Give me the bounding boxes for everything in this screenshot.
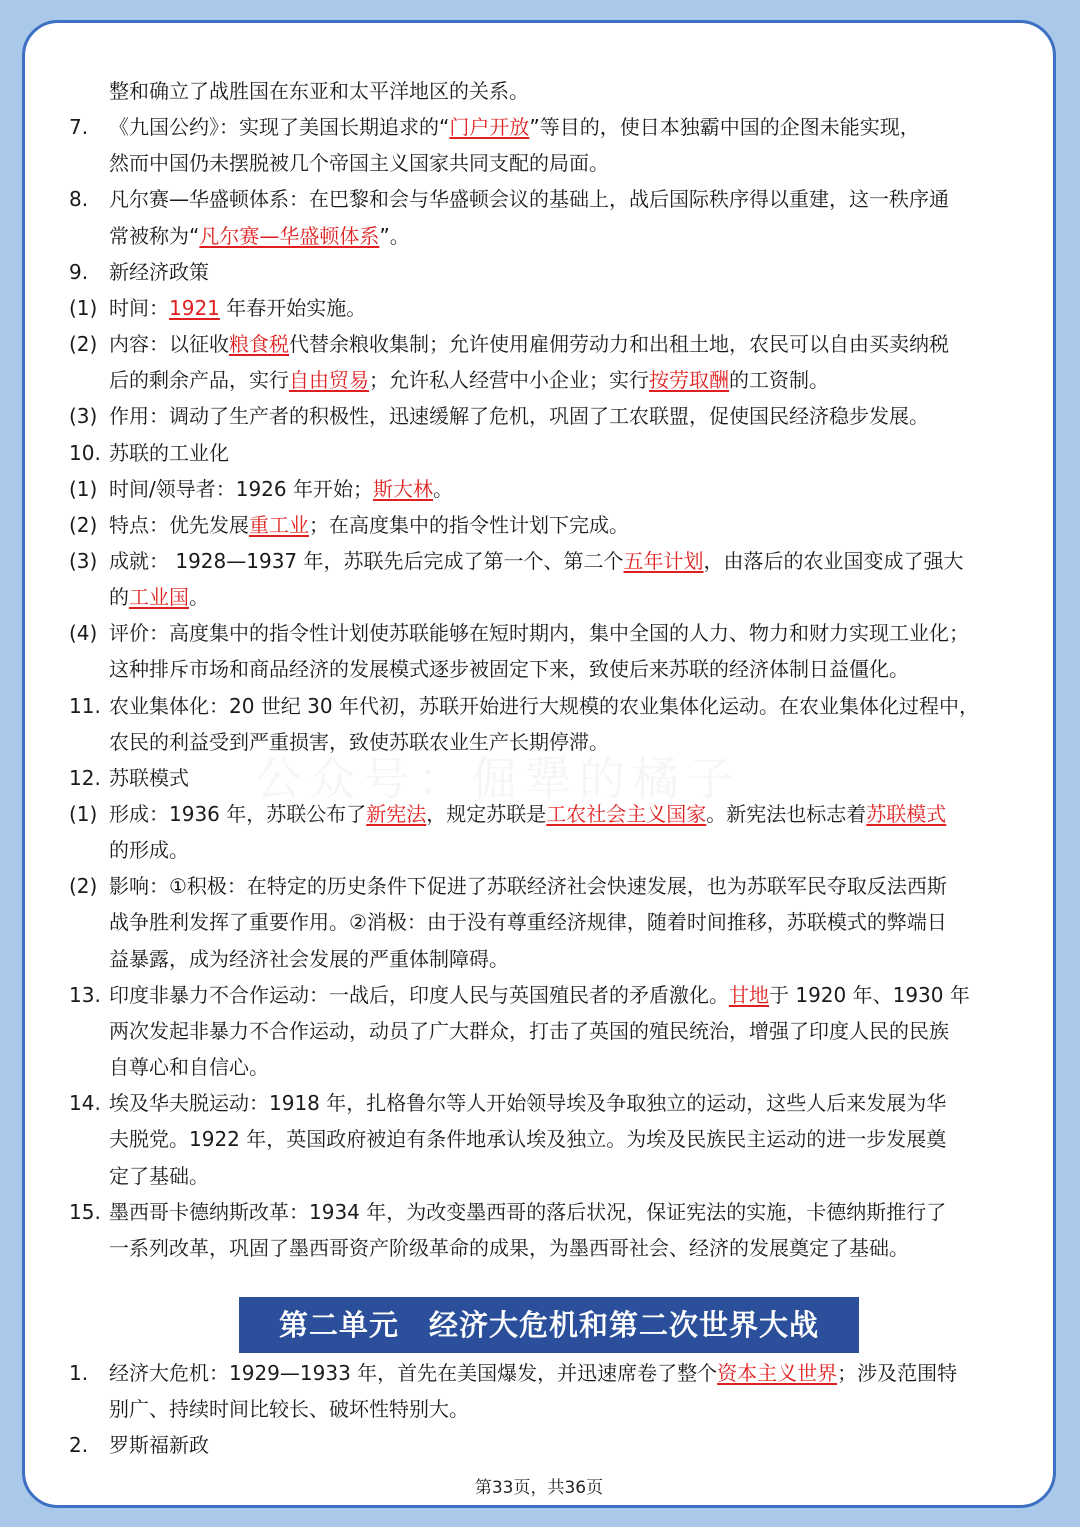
item-text: [109, 290, 1015, 326]
text-segment: ；涉及范围特: [837, 1361, 958, 1385]
text-line: [25, 1013, 1053, 1049]
item-number: 15.: [69, 1199, 101, 1224]
text-line: [25, 1230, 1053, 1266]
text-segment: 苏联的工业化: [109, 440, 229, 465]
item-text: [109, 1194, 1015, 1230]
text-segment: 后的剩余产品，实行: [109, 368, 289, 393]
text-segment: 埃及华夫脱运动：1918 年，扎格鲁尔等人开始领导埃及争取独立的运动，这些人后来发展为华: [109, 1091, 947, 1116]
item-text: [109, 1085, 1015, 1121]
text-segment: 自尊心和自信心。: [109, 1055, 269, 1080]
text-line: [25, 435, 1053, 471]
highlighted-keyword: 自由贸易: [289, 368, 369, 393]
item-text: [109, 651, 1015, 687]
text-line: [25, 507, 1053, 543]
text-segment: 经济大危机：1929—1933 年，首先在美国爆发，并迅速席卷了整个: [109, 1361, 718, 1385]
item-text: [109, 73, 1015, 109]
text-segment: 影响：①积极：在特定的历史条件下促进了苏联经济社会快速发展，也为苏联军民夺取反法西斯: [109, 874, 947, 899]
text-line: [25, 1085, 1053, 1121]
text-line: [25, 977, 1053, 1013]
highlighted-keyword: 资本主义世界: [717, 1361, 838, 1385]
text-line: [25, 904, 1053, 940]
text-segment: 年春开始实施。: [219, 295, 367, 320]
highlighted-keyword: 重工业: [249, 512, 309, 537]
text-segment: 印度非暴力不合作运动：一战后，印度人民与英国殖民者的矛盾激化。: [109, 982, 729, 1007]
item-number: 1.: [69, 1361, 89, 1385]
text-line: [25, 615, 1053, 651]
text-segment: 墨西哥卡德纳斯改革：1934 年，为改变墨西哥的落后状况，保证宪法的实施，卡德纳斯推行了: [109, 1199, 947, 1224]
text-segment: 《九国公约》：实现了美国长期追求的“: [109, 115, 450, 140]
item-text: [109, 579, 1015, 615]
item-number: (4): [69, 621, 98, 646]
text-line: [25, 579, 1053, 615]
text-segment: 。: [189, 585, 209, 610]
text-line: [25, 796, 1053, 832]
item-number: 11.: [69, 693, 101, 718]
text-line: [25, 181, 1053, 217]
text-segment: 评价：高度集中的指令性计划使苏联能够在短时期内，集中全国的人力、物力和财力实现工业化；: [109, 621, 969, 646]
document-page: [22, 20, 1056, 1508]
text-segment: ”。: [379, 223, 410, 248]
item-number: 7.: [69, 115, 89, 140]
item-number: (1): [69, 802, 98, 826]
text-line: [25, 218, 1053, 254]
text-line: [25, 868, 1053, 904]
text-line: [25, 326, 1053, 362]
text-line: [25, 1194, 1053, 1230]
highlighted-keyword: 工农社会主义国家: [546, 802, 707, 826]
text-segment: 内容：以征收: [109, 332, 229, 357]
item-text: [109, 977, 1015, 1013]
page-number: 第33页，共36页: [474, 1478, 604, 1498]
item-number: (3): [69, 404, 98, 429]
text-line: [25, 1355, 1053, 1391]
text-line: [25, 1049, 1053, 1085]
item-text: [109, 145, 1015, 181]
item-text: [109, 435, 1015, 471]
highlighted-keyword: 甘地: [729, 982, 769, 1007]
item-number: 8.: [69, 187, 89, 212]
item-number: 2.: [69, 1433, 89, 1458]
text-segment: ，由落后的农业国变成了强大: [703, 548, 964, 573]
item-number: (2): [69, 512, 98, 537]
highlighted-keyword: 工业国: [129, 585, 189, 610]
text-line: [25, 1158, 1053, 1194]
watermark: 公众号：倔犟的橘子: [255, 752, 741, 806]
item-text: [109, 1158, 1015, 1194]
text-segment: 代替余粮收集制；允许使用雇佣劳动力和出租土地，农民可以自由买卖纳税: [289, 332, 949, 357]
highlighted-keyword: 按劳取酬: [649, 368, 729, 393]
text-segment: 凡尔赛—华盛顿体系：在巴黎和会与华盛顿会议的基础上，战后国际秩序得以重建，这一秩序通: [109, 187, 949, 212]
text-segment: 的: [109, 585, 129, 610]
item-number: (1): [69, 476, 98, 501]
item-text: [109, 326, 1015, 362]
section-heading: 第二单元 经济大危机和第二次世界大战: [239, 1297, 859, 1353]
text-segment: 成就： 1928—1937 年，苏联先后完成了第一个、第二个: [109, 548, 624, 573]
highlighted-keyword: 凡尔赛—华盛顿体系: [199, 223, 380, 248]
text-segment: 农民的利益受到严重损害，致使苏联农业生产长期停滞。: [109, 729, 609, 754]
text-segment: 苏联模式: [109, 765, 189, 790]
text-segment: 。新宪法也标志着: [706, 802, 867, 826]
item-number: (2): [69, 874, 98, 899]
item-text: [109, 362, 1015, 398]
item-text: [109, 1355, 1015, 1391]
item-text: [109, 1230, 1015, 1266]
item-number: (3): [69, 548, 98, 573]
highlighted-keyword: 1921: [169, 295, 220, 320]
text-segment: ”等目的，使日本独霸中国的企图未能实现，: [529, 115, 920, 140]
text-segment: 时间：: [109, 295, 169, 320]
text-segment: ；在高度集中的指令性计划下完成。: [309, 512, 629, 537]
text-segment: 特点：优先发展: [109, 512, 249, 537]
text-segment: 形成：1936 年，苏联公布了: [109, 802, 367, 826]
text-line: [25, 832, 1053, 868]
text-segment: 于 1920 年、1930 年: [769, 982, 970, 1007]
text-line: [25, 471, 1053, 507]
text-segment: 战争胜利发挥了重要作用。②消极：由于没有尊重经济规律，随着时间推移，苏联模式的弊端日: [109, 910, 947, 935]
text-segment: 别广、持续时间比较长、破坏性特别大。: [109, 1397, 469, 1422]
text-line: [25, 651, 1053, 687]
item-text: [109, 1049, 1015, 1085]
text-line: [25, 398, 1053, 434]
item-text: [109, 1121, 1015, 1157]
text-line: [25, 688, 1053, 724]
item-text: [109, 688, 1015, 724]
text-segment: ，规定苏联是: [426, 802, 547, 826]
item-number: 13.: [69, 982, 101, 1007]
item-text: [109, 254, 1015, 290]
item-text: [109, 507, 1015, 543]
item-text: [109, 181, 1015, 217]
text-segment: 一系列改革，巩固了墨西哥资产阶级革命的成果，为墨西哥社会、经济的发展奠定了基础。: [109, 1235, 909, 1260]
item-text: [109, 471, 1015, 507]
text-line: [25, 724, 1053, 760]
item-number: 10.: [69, 440, 101, 465]
item-text: [109, 109, 1015, 145]
text-line: [25, 543, 1053, 579]
highlighted-keyword: 五年计划: [623, 548, 704, 573]
text-segment: 作用：调动了生产者的积极性，迅速缓解了危机，巩固了工农联盟，促使国民经济稳步发展。: [109, 404, 929, 429]
item-text: [109, 1013, 1015, 1049]
text-segment: 的工资制。: [729, 368, 829, 393]
highlighted-keyword: 粮食税: [229, 332, 289, 357]
item-text: [109, 615, 1015, 651]
item-number: 14.: [69, 1091, 101, 1116]
item-text: [109, 1391, 1015, 1427]
text-line: [25, 73, 1053, 109]
text-line: [25, 109, 1053, 145]
text-segment: 然而中国仍未摆脱被几个帝国主义国家共同支配的局面。: [109, 151, 609, 176]
text-line: [25, 1121, 1053, 1157]
highlighted-keyword: 门户开放: [449, 115, 530, 140]
highlighted-keyword: 新宪法: [366, 802, 427, 826]
item-text: [109, 1427, 1015, 1463]
text-line: [25, 145, 1053, 181]
text-segment: ；允许私人经营中小企业；实行: [369, 368, 649, 393]
text-segment: 两次发起非暴力不合作运动，动员了广大群众，打击了英国的殖民统治，增强了印度人民的民族: [109, 1018, 949, 1043]
text-line: [25, 254, 1053, 290]
text-line: [25, 290, 1053, 326]
text-segment: 这种排斥市场和商品经济的发展模式逐步被固定下来，致使后来苏联的经济体制日益僵化。: [109, 657, 909, 682]
text-segment: 常被称为“: [109, 223, 200, 248]
text-segment: 农业集体化：20 世纪 30 年代初，苏联开始进行大规模的农业集体化运动。在农业集体化过程中，: [109, 693, 979, 718]
highlighted-keyword: 苏联模式: [866, 802, 947, 826]
text-line: [25, 1427, 1053, 1463]
text-line: [25, 362, 1053, 398]
text-segment: 的形成。: [109, 838, 189, 863]
item-text: [109, 760, 1015, 796]
item-text: [109, 832, 1015, 868]
item-text: [109, 868, 1015, 904]
text-segment: 时间/领导者：1926 年开始；: [109, 476, 373, 501]
text-segment: 定了基础。: [109, 1163, 209, 1188]
item-number: (1): [69, 295, 98, 320]
highlighted-keyword: 斯大林: [373, 476, 433, 501]
text-segment: 。: [433, 476, 453, 501]
item-text: [109, 724, 1015, 760]
text-line: [25, 941, 1053, 977]
text-segment: 罗斯福新政: [109, 1433, 209, 1458]
item-text: [109, 543, 1015, 579]
item-text: [109, 398, 1015, 434]
text-segment: 益暴露，成为经济社会发展的严重体制障碍。: [109, 946, 509, 971]
item-text: [109, 904, 1015, 940]
text-line: [25, 760, 1053, 796]
text-segment: 夫脱党。1922 年，英国政府被迫有条件地承认埃及独立。为埃及民族民主运动的进一步发展奠: [109, 1127, 947, 1152]
text-segment: 新经济政策: [109, 259, 209, 284]
item-number: 12.: [69, 765, 101, 790]
item-number: (2): [69, 332, 98, 357]
item-text: [109, 218, 1015, 254]
item-text: [109, 941, 1015, 977]
item-number: 9.: [69, 259, 89, 284]
text-segment: 整和确立了战胜国在东亚和太平洋地区的关系。: [109, 79, 529, 103]
text-line: [25, 1391, 1053, 1427]
item-text: [109, 796, 1015, 832]
